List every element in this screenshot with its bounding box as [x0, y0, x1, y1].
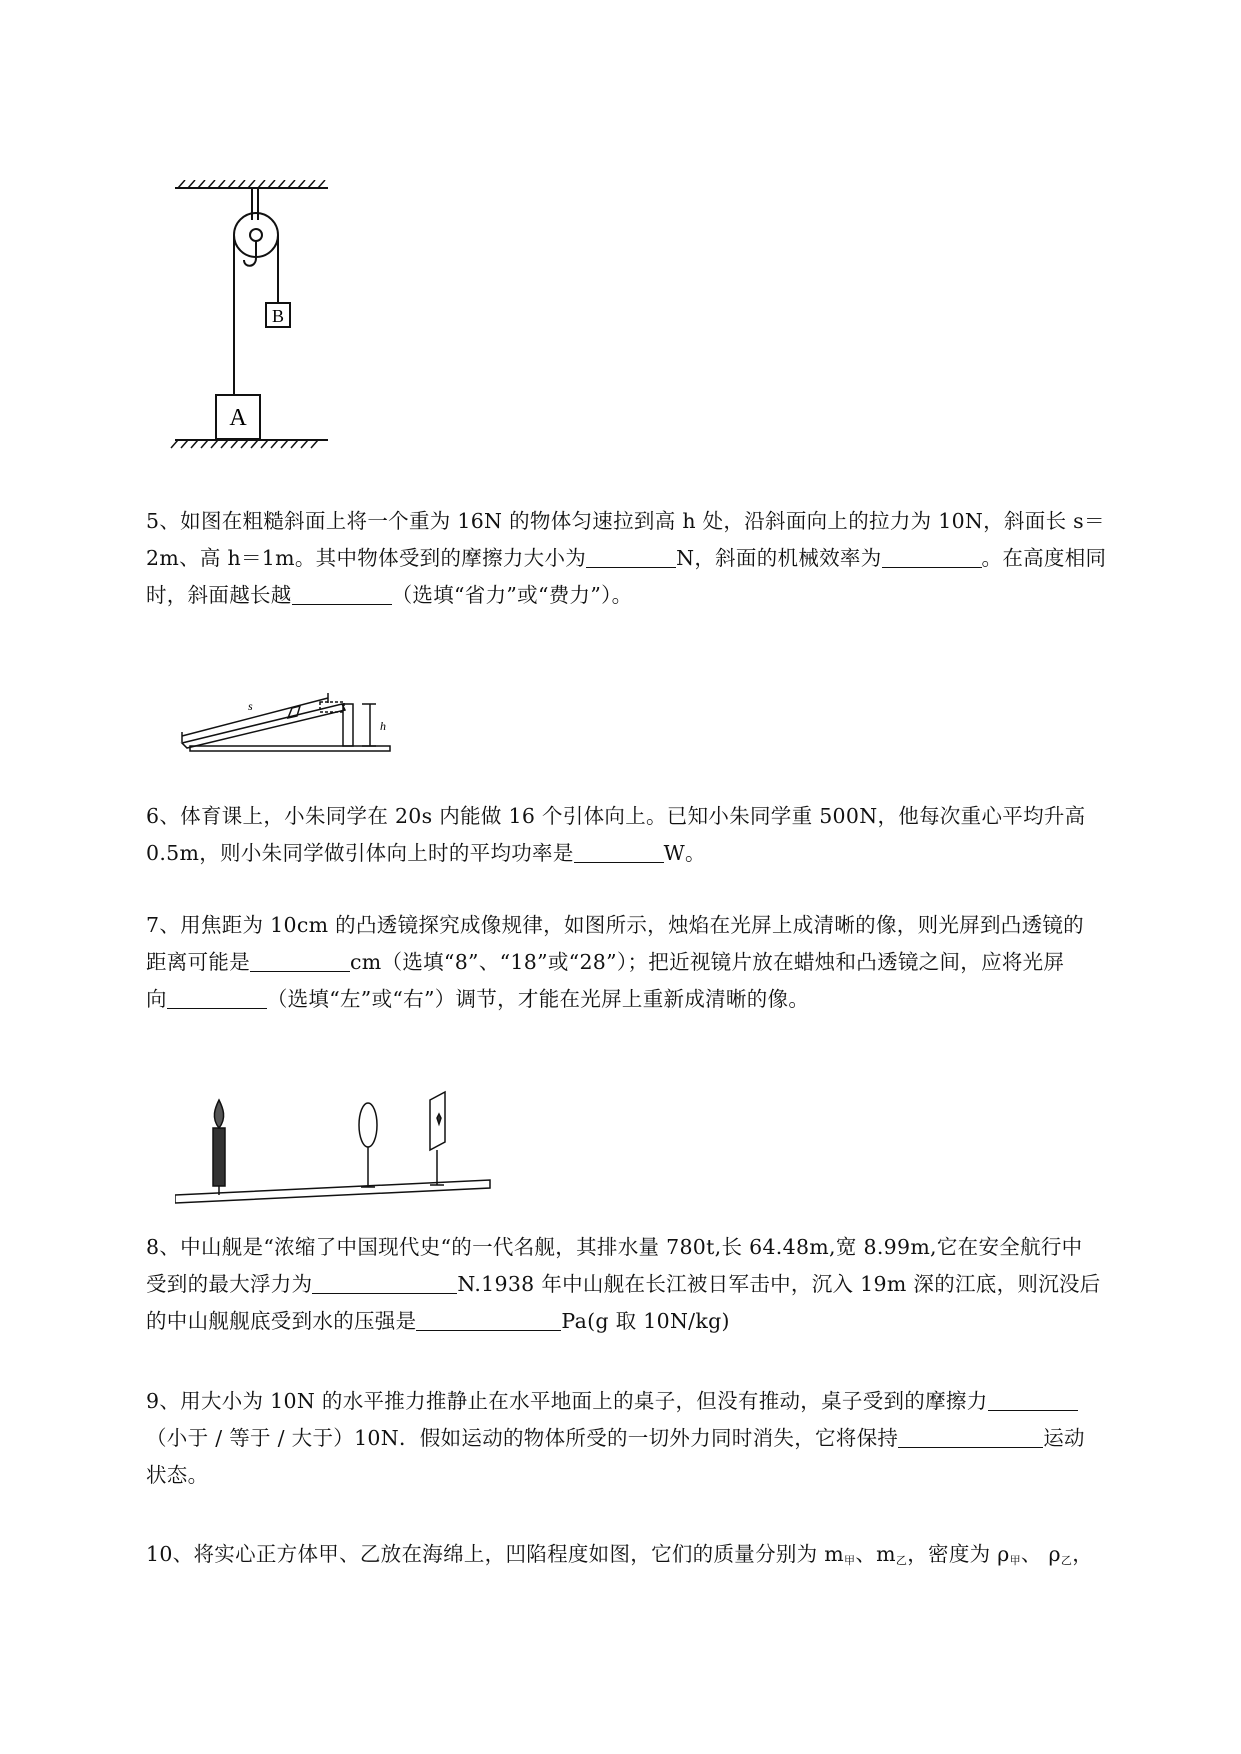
- q8-line-2: 受到的最大浮力为 N.1938 年中山舰在长江被日军击中，沉入 19m 深的江底，则沉没后: [146, 1272, 1101, 1296]
- q9-line-2: （小于 / 等于 / 大于）10N．假如运动的物体所受的一切外力同时消失，它将保持 运动: [146, 1426, 1085, 1450]
- q10-line-1: 10、将实心正方体甲、乙放在海绵上，凹陷程度如图，它们的质量分别为 $m_甲$、$m_乙$，密度为 $\rho_甲$、 $\rho_乙$，: [146, 1542, 1093, 1567]
- answer-blank-distance[interactable]: [250, 949, 350, 972]
- pulley-label-a: A: [229, 405, 247, 431]
- incline-figure: [170, 660, 400, 760]
- answer-blank-efficiency[interactable]: [882, 545, 982, 568]
- q7-line-2: 距离可能是 cm（选填“8”、“18”或“28”）；把近视镜片放在蜡烛和凸透镜之间，应将光屏: [146, 950, 1065, 974]
- question-10: [146, 1536, 1156, 1579]
- question-5: [146, 503, 1156, 614]
- pulley-label-b: B: [271, 306, 285, 326]
- answer-blank-direction[interactable]: [167, 986, 267, 1009]
- question-7: [146, 907, 1156, 1018]
- incline-label-h: h: [380, 719, 386, 733]
- question-6: [146, 798, 1156, 872]
- q5-line-1: 5、如图在粗糙斜面上将一个重为 16N 的物体匀速拉到高 h 处，沿斜面向上的拉力为 10N，斜面长 s＝: [146, 509, 1105, 533]
- incline-label-s: s: [248, 699, 253, 713]
- q9-line-3: 状态。: [146, 1463, 209, 1487]
- q8-line-1: 8、中山舰是“浓缩了中国现代史“的一代名舰，其排水量 780t,长 64.48m,宽 8.99m,它在安全航行中: [146, 1235, 1083, 1259]
- q8-line-3: 的中山舰舰底受到水的压强是 Pa(g 取 10N/kg): [146, 1309, 730, 1333]
- answer-blank-motion-state[interactable]: [898, 1425, 1043, 1448]
- q5-line-3: 时，斜面越长越 （选填“省力”或“费力”）。: [146, 583, 633, 607]
- answer-blank-friction-compare[interactable]: [988, 1388, 1078, 1411]
- pulley-figure: [170, 180, 340, 470]
- q6-line-1: 6、体育课上，小朱同学在 20s 内能做 16 个引体向上。已知小朱同学重 500N，他每次重心平均升高: [146, 804, 1086, 828]
- answer-blank-friction[interactable]: [586, 545, 676, 568]
- answer-blank-buoyancy[interactable]: [312, 1271, 457, 1294]
- question-9: [146, 1383, 1156, 1494]
- answer-blank-power[interactable]: [574, 840, 664, 863]
- answer-blank-force-choice[interactable]: [292, 582, 392, 605]
- q5-line-2: 2m、高 h＝1m。其中物体受到的摩擦力大小为 N，斜面的机械效率为 。在高度相同: [146, 546, 1107, 570]
- q7-line-1: 7、用焦距为 10cm 的凸透镜探究成像规律，如图所示，烛焰在光屏上成清晰的像，则光屏到凸透镜的: [146, 913, 1084, 937]
- optical-bench-figure: [175, 1080, 495, 1215]
- q6-line-2: 0.5m，则小朱同学做引体向上时的平均功率是 W。: [146, 841, 706, 865]
- answer-blank-pressure[interactable]: [416, 1308, 561, 1331]
- q9-line-1: 9、用大小为 10N 的水平推力推静止在水平地面上的桌子，但没有推动，桌子受到的摩擦力: [146, 1383, 1156, 1420]
- question-8: [146, 1229, 1156, 1340]
- q7-line-3: 向 （选填“左”或“右”）调节，才能在光屏上重新成清晰的像。: [146, 987, 810, 1011]
